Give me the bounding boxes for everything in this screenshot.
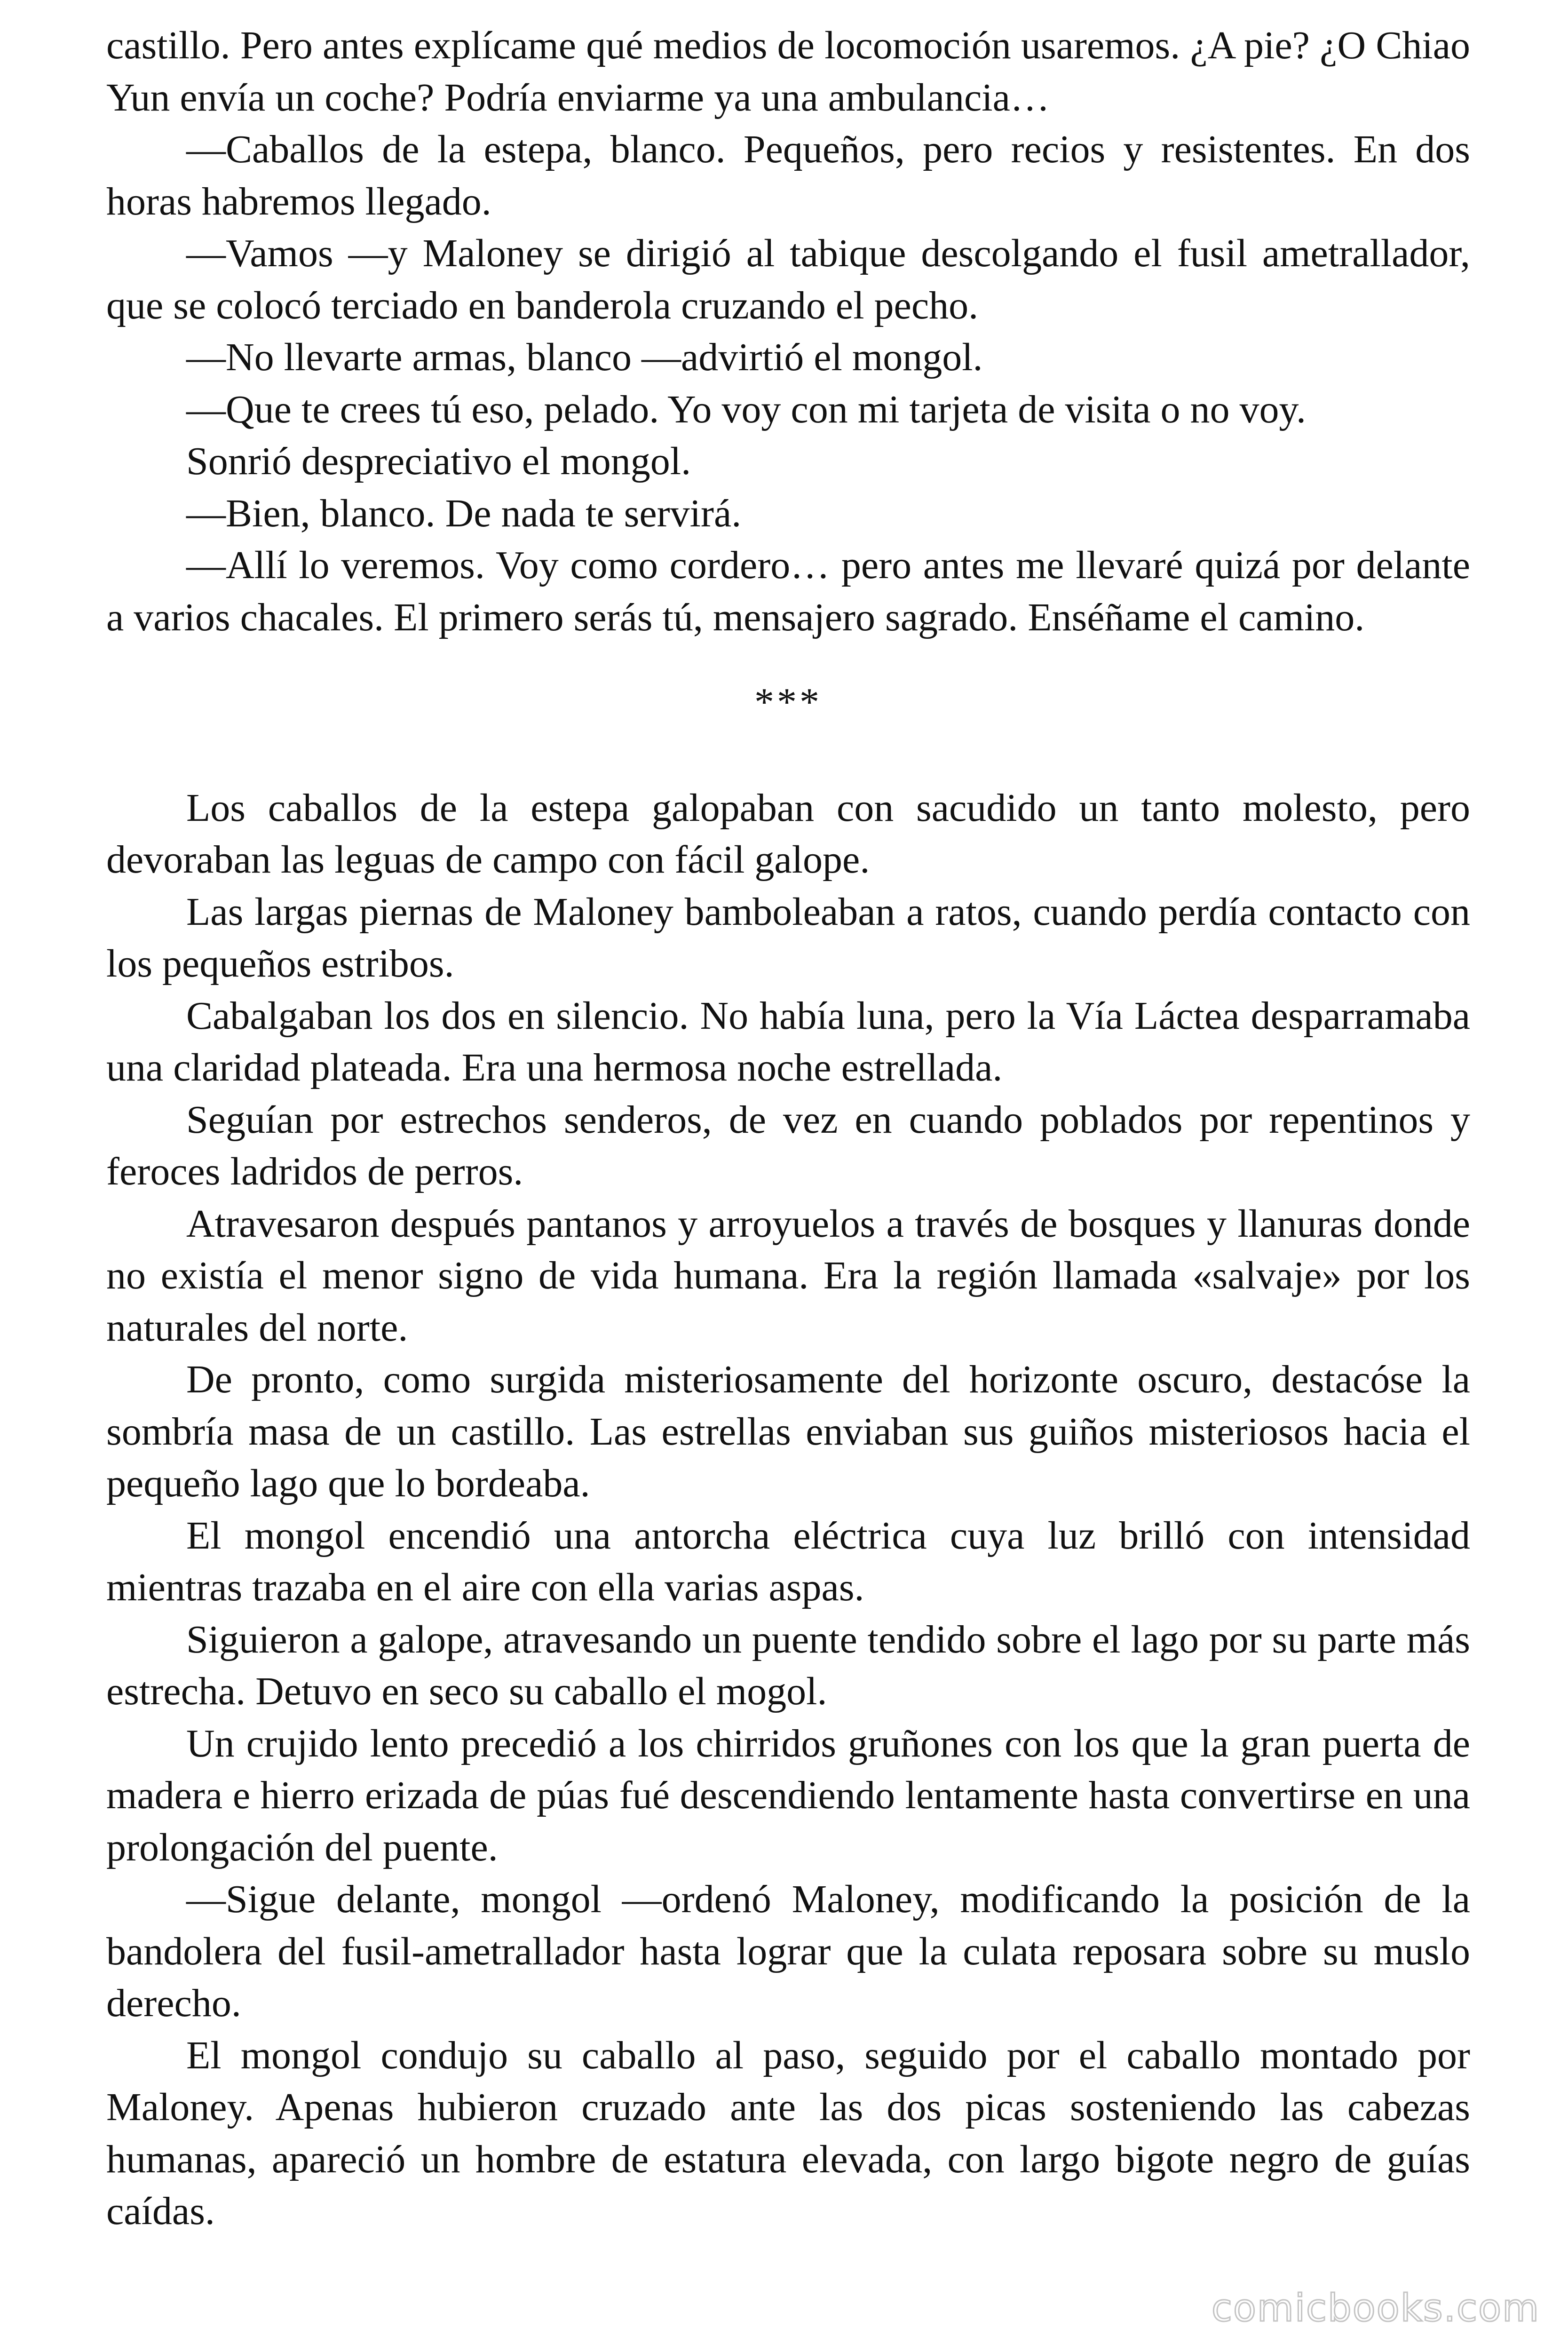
paragraph: —Que te crees tú eso, pelado. Yo voy con mi tarjeta de visita o no voy. <box>186 387 1307 431</box>
paragraph: Sonrió despreciativo el mongol. <box>186 439 691 483</box>
paragraph: Siguieron a galope, atravesando un puente tendido sobre el lago por su parte más estrecha. Detuvo en seco su caballo el mogol. <box>106 1617 1470 1713</box>
paragraph: —Bien, blanco. De nada te servirá. <box>186 491 742 535</box>
paragraph: Cabalgaban los dos en silencio. No había luna, pero la Vía Láctea desparramaba una claridad plateada. Era una hermosa noche estrellada. <box>106 993 1470 1089</box>
paragraph: El mongol encendió una antorcha eléctrica cuya luz brilló con intensidad mientras trazaba en el aire con ella varias aspas. <box>106 1513 1470 1609</box>
book-page <box>106 20 1470 2238</box>
paragraph: —No llevarte armas, blanco —advirtió el mongol. <box>186 335 983 379</box>
paragraph: castillo. Pero antes explícame qué medios de locomoción usaremos. ¿A pie? ¿O Chiao Yun envía un coche? Podría enviarme ya una ambulancia… <box>106 24 1470 119</box>
paragraph: Seguían por estrechos senderos, de vez en cuando poblados por repentinos y feroces ladridos de perros. <box>106 1097 1470 1193</box>
paragraph: —Sigue delante, mongol —ordenó Maloney, modificando la posición de la bandolera del fusil-ametrallador hasta lograr que la culata reposara sobre su muslo derecho. <box>106 1877 1470 2025</box>
paragraph: Un crujido lento precedió a los chirridos gruñones con los que la gran puerta de madera e hierro erizada de púas fué descendiendo lentamente hasta convertirse en una prolongación del puente. <box>106 1721 1470 1869</box>
paragraph: —Vamos —y Maloney se dirigió al tabique descolgando el fusil ametrallador, que se colocó terciado en banderola cruzando el pecho. <box>106 231 1470 327</box>
section-separator: *** <box>754 680 822 724</box>
paragraph: Atravesaron después pantanos y arroyuelos a través de bosques y llanuras donde no existía el menor signo de vida humana. Era la región llamada «salvaje» por los naturales del norte. <box>106 1201 1470 1350</box>
paragraph: —Caballos de la estepa, blanco. Pequeños, pero recios y resistentes. En dos horas habremos llegado. <box>106 127 1470 223</box>
paragraph: De pronto, como surgida misteriosamente del horizonte oscuro, destacóse la sombría masa de un castillo. Las estrellas enviaban sus guiños misteriosos hacia el pequeño lago que lo bordeaba. <box>106 1358 1470 1505</box>
watermark: comicbooks.com <box>1211 2286 1540 2330</box>
paragraph: —Allí lo veremos. Voy como cordero… pero antes me llevaré quizá por delante a varios chacales. El primero serás tú, mensajero sagrado. Enséñame el camino. <box>106 543 1470 639</box>
paragraph: El mongol condujo su caballo al paso, seguido por el caballo montado por Maloney. Apenas hubieron cruzado ante las dos picas sosteniendo las cabezas humanas, apareció un hombre de estatura elevada, con largo bigote negro de guías caídas. <box>106 2033 1470 2233</box>
paragraph: Las largas piernas de Maloney bamboleaban a ratos, cuando perdía contacto con los pequeños estribos. <box>106 890 1470 985</box>
paragraph: Los caballos de la estepa galopaban con sacudido un tanto molesto, pero devoraban las leguas de campo con fácil galope. <box>106 786 1470 882</box>
